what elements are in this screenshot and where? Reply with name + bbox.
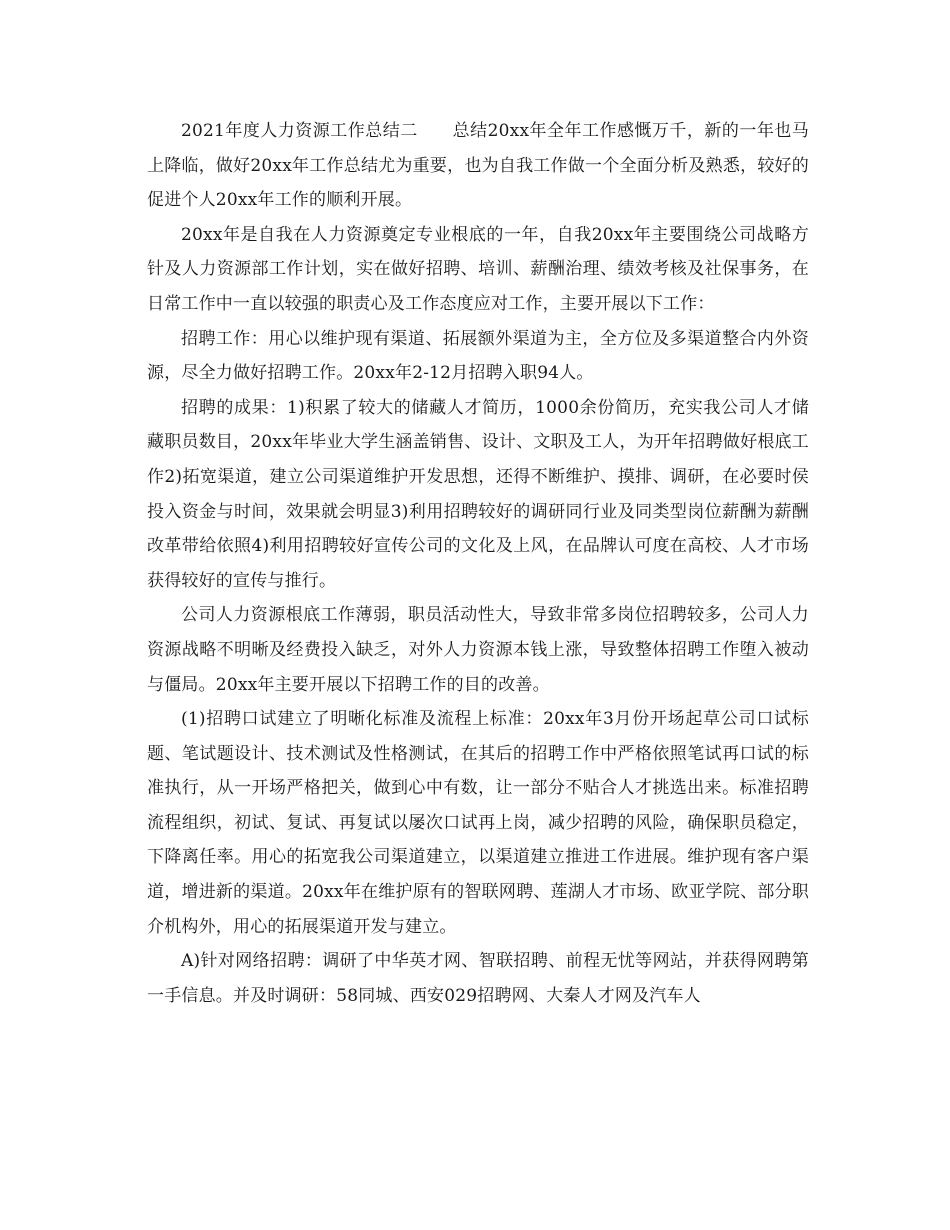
paragraph-recruitment: 招聘工作：用心以维护现有渠道、拓展额外渠道为主，全方位及多渠道整合内外资源，尽全力做好招聘工作。20xx年2-12月招聘入职94人。 [147,328,809,384]
paragraph-interview-standards: (1)招聘口试建立了明晰化标准及流程上标准：20xx年3月份开场起草公司口试标题、笔试题设计、技术测试及性格测试，在其后的招聘工作中严格依照笔试再口试的标准执行，从一开场严格把关，做到心中有数，让一部分不贴合人才挑选出来。标准招聘流程组织，初试、复试、再复试以屡次口试再上岗，减少招聘的风险，确保职员稳定，下降离任率。用心的拓宽我公司渠道建立，以渠道建立推进工作进展。维护现有客户渠道，增进新的渠道。20xx年在维护原有的智联网聘、莲湖人才市场、欧亚学院、部分职介机构外，用心的拓展渠道开发与建立。 [147,709,809,937]
paragraph-problems: 公司人力资源根底工作薄弱，职员活动性大，导致非常多岗位招聘较多，公司人力资源战略不明晰及经费投入缺乏，对外人力资源本钱上涨，导致整体招聘工作堕入被动与僵局。20xx年主要开展以下招聘工作的目的改善。 [147,605,809,695]
paragraph-online-recruitment: A)针对网络招聘：调研了中华英才网、智联招聘、前程无忧等网站，并获得网聘第一手信息。并及时调研：58同城、西安029招聘网、大秦人才网及汽车人 [147,951,809,1006]
paragraph-intro: 2021年度人力资源工作总结二 总结20xx年全年工作感慨万千，新的一年也马上降临，做好20xx年工作总结尤为重要，也为自我工作做一个全面分析及熟悉，较好的促进个人20xx年工作的顺利开展。 [147,121,809,211]
paragraph-results: 招聘的成果：1)积累了较大的储藏人才简历，1000余份简历，充实我公司人才储藏职员数目，20xx年毕业大学生涵盖销售、设计、文职及工人，为开年招聘做好根底工作2)拓宽渠道，建立公司渠道维护开发思想，还得不断维护、摸排、调研，在必要时侯投入资金与时间，效果就会明显3)利用招聘较好的调研同行业及同类型岗位薪酬为薪酬改革带给依照4)利用招聘较好宣传公司的文化及上风，在品牌认可度在高校、人才市场获得较好的宣传与推行。 [147,397,809,591]
document-body [147,114,809,1013]
paragraph-overview: 20xx年是自我在人力资源奠定专业根底的一年，自我20xx年主要围绕公司战略方针及人力资源部工作计划，实在做好招聘、培训、薪酬治理、绩效考核及社保事务，在日常工作中一直以较强的职责心及工作态度应对工作，主要开展以下工作： [147,224,809,314]
